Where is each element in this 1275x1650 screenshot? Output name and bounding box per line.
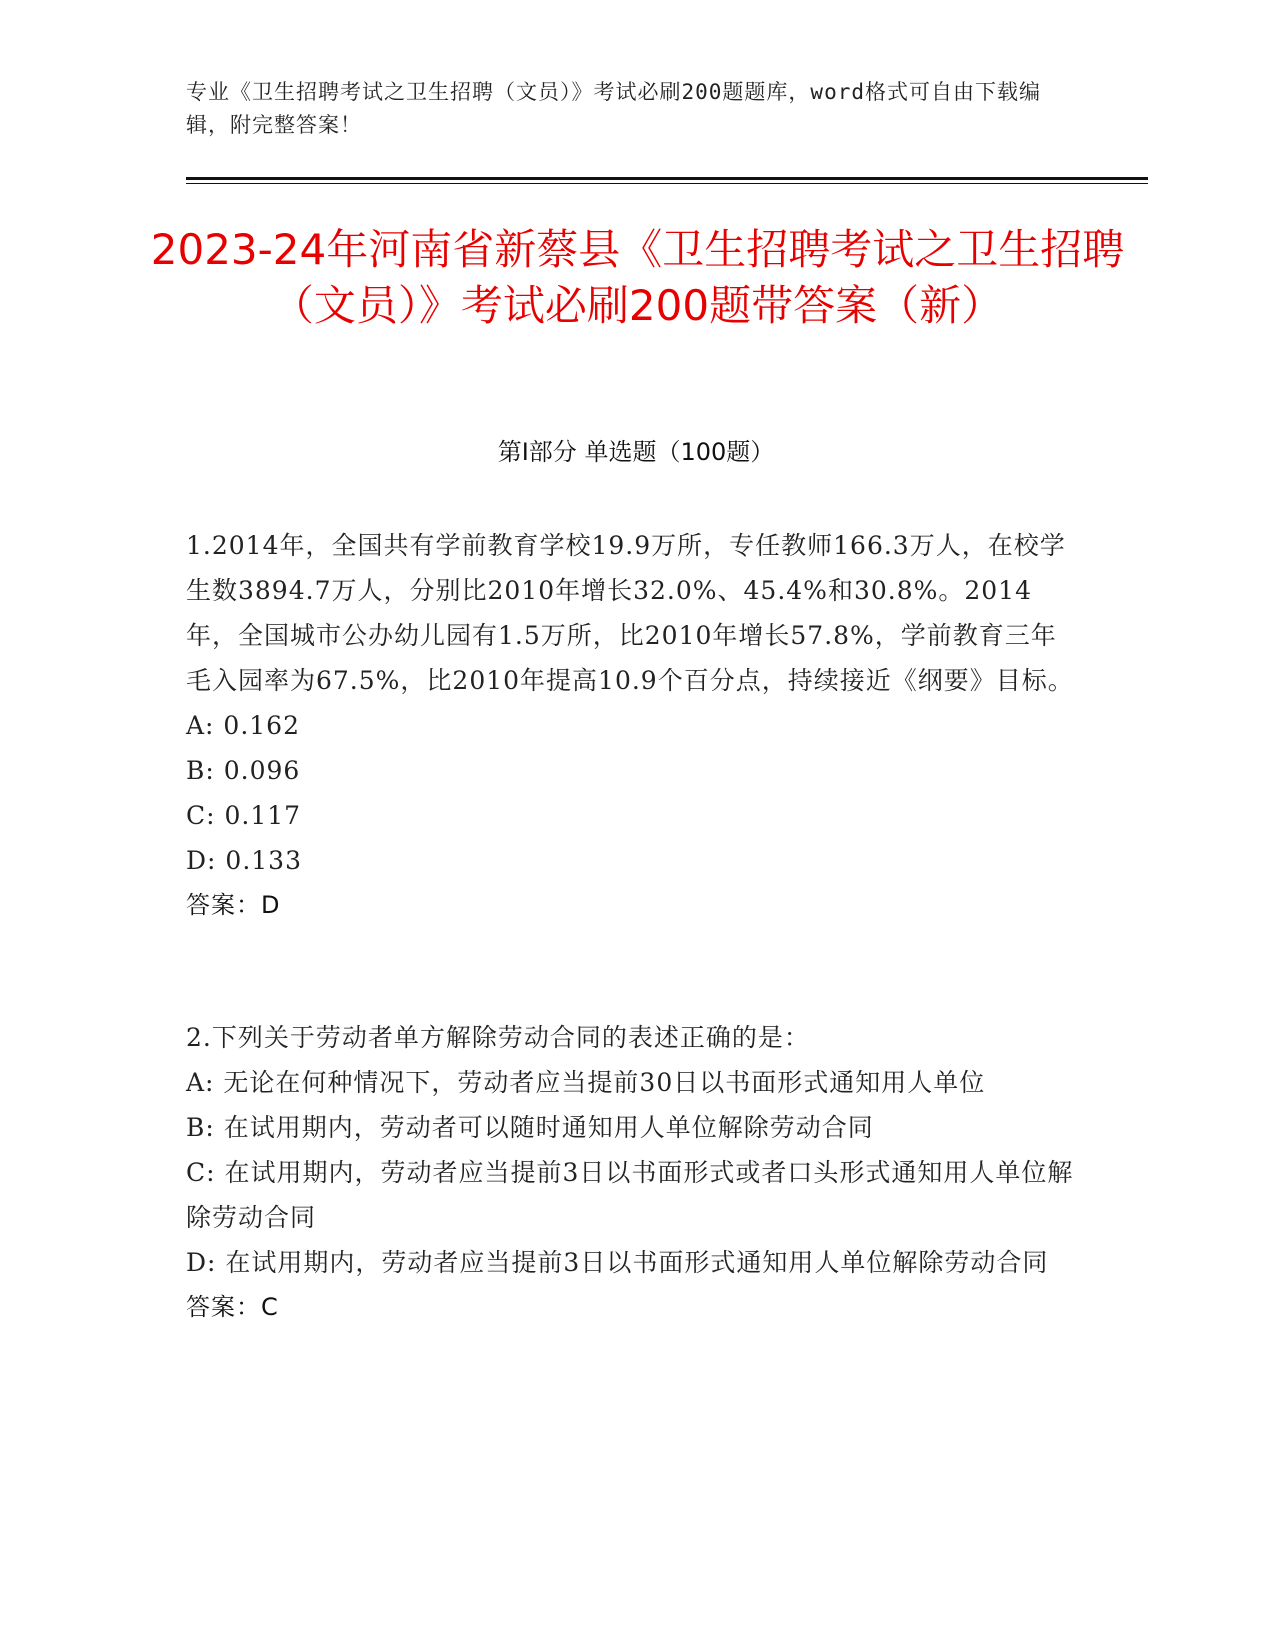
option-c: C: 0.117	[186, 801, 302, 830]
option-d: D: 0.133	[186, 846, 302, 875]
option-a: A: 无论在何种情况下，劳动者应当提前30日以书面形式通知用人单位	[186, 1068, 986, 1097]
option-a: A: 0.162	[186, 711, 300, 740]
question-1	[186, 523, 1076, 928]
question-stem: 2.下列关于劳动者单方解除劳动合同的表述正确的是：	[186, 1023, 810, 1052]
option-b: B: 在试用期内，劳动者可以随时通知用人单位解除劳动合同	[186, 1113, 874, 1142]
question-2	[186, 1015, 1076, 1330]
header-note: 专业《卫生招聘考试之卫生招聘（文员）》考试必刷200题题库，word格式可自由下载编辑，附完整答案！	[186, 80, 1041, 137]
question-stem: 1.2014年，全国共有学前教育学校19.9万所，专任教师166.3万人，在校学生数3894.7万人，分别比2010年增长32.0%、45.4%和30.8%。2014年，全国城市公办幼儿园有1.5万所，比2010年增长57.8%，学前教育三年毛入园率为67.5%，比2010年提高10.9个百分点，持续接近《纲要》目标。	[186, 531, 1074, 695]
section-title: 第Ⅰ部分 单选题（100题）	[497, 438, 775, 466]
option-b: B: 0.096	[186, 756, 301, 785]
header-divider-thick	[186, 177, 1148, 180]
option-c: C: 在试用期内，劳动者应当提前3日以书面形式或者口头形式通知用人单位解除劳动合同	[186, 1158, 1074, 1232]
answer: 答案：D	[186, 891, 281, 919]
document-title: 2023-24年河南省新蔡县《卫生招聘考试之卫生招聘（文员）》考试必刷200题带答案（新）	[150, 225, 1125, 330]
answer: 答案：C	[186, 1293, 279, 1321]
option-d: D: 在试用期内，劳动者应当提前3日以书面形式通知用人单位解除劳动合同	[186, 1248, 1049, 1277]
header-divider-thin	[186, 183, 1148, 184]
